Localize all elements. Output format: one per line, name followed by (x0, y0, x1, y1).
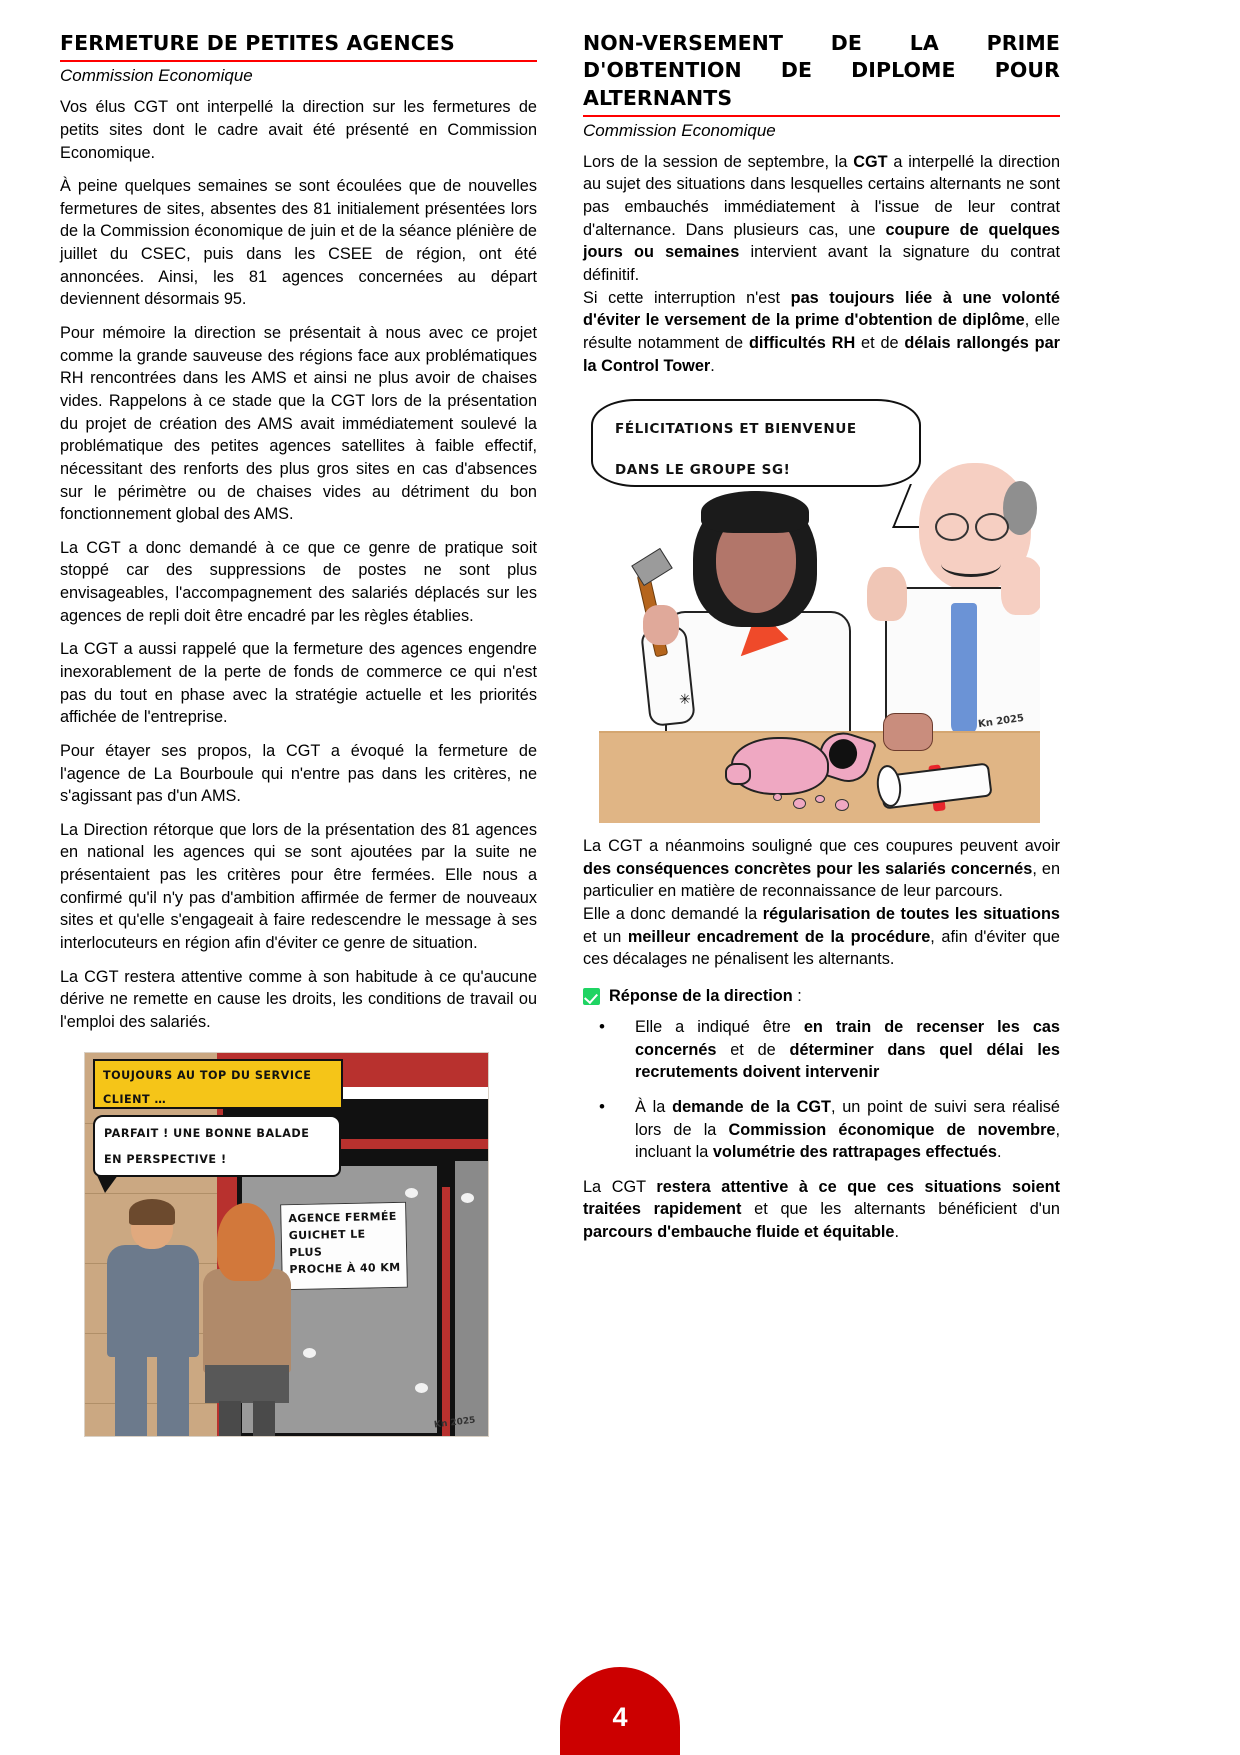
left-section-heading: FERMETURE DE PETITES AGENCES (60, 31, 455, 55)
rp3-c: , en particulier en matière de reconnaissance de leur parcours. (583, 859, 1060, 901)
left-paragraph-6: Pour étayer ses propos, la CGT a évoqué la fermeture de l'agence de La Bourboule qui n'entre pas dans les critères, ne s'agissant pas d'un AMS. (60, 741, 537, 806)
rp2-d: difficultés RH (748, 333, 856, 352)
right-heading-text: NON-VERSEMENT DE LA PRIME D'OBTENTION DE DIPLOME POUR ALTERNANTS (583, 31, 1060, 110)
right-section-subheading: Commission Economique (583, 120, 776, 140)
check-icon (583, 988, 600, 1005)
b2-e: , incluant la (635, 1120, 1061, 1162)
right-paragraph-4 (583, 903, 1060, 971)
cartoon1-closed-notice (280, 1201, 408, 1290)
right-closing-paragraph (583, 1176, 1060, 1244)
cartoon1-notice-line-2: GUICHET LE PLUS (288, 1227, 366, 1259)
cartoon1-person-man-leg-right (157, 1353, 189, 1437)
cartoon2-man-smile (941, 551, 1001, 577)
cartoon1-person-woman-leg-left (219, 1401, 241, 1437)
cartoon1-glass-glare (405, 1188, 418, 1198)
rp1-d: coupure de quelques jours ou semaines (583, 220, 1060, 262)
cartoon2-bubble-line-2: DANS LE GROUPE SG! (615, 462, 791, 479)
cartoon1-bubble-line-1: PARFAIT ! UNE BONNE BALADE (104, 1126, 310, 1140)
direction-response-header (583, 987, 1060, 1006)
response-label-colon: : (792, 987, 802, 1005)
left-paragraph-1: Vos élus CGT ont interpellé la direction sur les fermetures de petits sites dont le cadre avait été présenté en Commission Economique. (60, 98, 537, 162)
list-item (583, 1096, 1060, 1164)
rp3-b: des conséquences concrètes pour les salariés concernés (583, 859, 1033, 878)
left-paragraph-3: Pour mémoire la direction se présentait à nous avec ce projet comme la grande sauveuse des régions face aux problématiques RH rencontrées dans les AMS et ainsi ne plus avoir de chaises vides. Rappelons à ce stade que la CGT lors de la présentation du projet de création des AMS avait immédiatement soulevé la problématique des petites agences satellites à faible effectif, nécessitant des renforts des plus gros sites en cas d'absences sur le périmètre ou de chaises vides au détriment du bon fonctionnement global des AMS. (60, 324, 537, 524)
cartoon1-caption-box (93, 1059, 343, 1109)
cl-a: La CGT (583, 1177, 657, 1196)
cartoon-closed-agency (84, 1052, 489, 1437)
cl-b: restera attentive à ce que ces situations soient traitées rapidement (583, 1177, 1060, 1219)
rp2-b: pas toujours liée à une volonté d'éviter le versement de la prime d'obtention de diplôme (583, 288, 1060, 330)
page-footer (0, 1667, 1240, 1755)
rp4-c: et un (583, 927, 628, 946)
left-paragraph-5: La CGT a aussi rappelé que la fermeture des agences engendre inexorablement de la perte de fonds de commerce ce qui n'est pas du tout en phase avec la stratégie actuelle et les priorités affichée de l'entreprise. (60, 640, 537, 727)
right-paragraph-1 (583, 151, 1060, 287)
left-paragraph-2: À peine quelques semaines se sont écoulées que de nouvelles fermetures de sites, absentes des 81 initialement présentées lors de la Commission économique de juin et de la séance plénière de juillet du CSEC, puis dans les CSEE de région, ont été annoncées. Ainsi, les 81 agences concernées au départ deviennent désormais 95. (60, 177, 537, 309)
b1-c: et de (716, 1040, 790, 1059)
cartoon1-caption-line-2: CLIENT … (103, 1093, 167, 1107)
cartoon1-speech-bubble (93, 1115, 341, 1177)
cartoon2-artist-signature: Kn 2025 (977, 712, 1025, 731)
direction-response-label (609, 987, 802, 1006)
cartoon2-woman-hand-left (643, 605, 679, 645)
page-number-badge: 4 (560, 1667, 680, 1755)
rp3-a: La CGT a néanmoins souligné que ces coupures peuvent avoir (583, 837, 1060, 856)
cartoon1-glass-glare (415, 1383, 428, 1393)
b1-a: Elle a indiqué être (635, 1018, 804, 1036)
cl-d: parcours d'embauche fluide et équitable (583, 1223, 895, 1242)
b2-g: . (996, 1143, 1002, 1162)
cartoon2-piggybank-snout (725, 763, 751, 785)
left-paragraph-7: La Direction rétorque que lors de la présentation des 81 agences en national les agences qui se sont ajoutées par la suite ne présentaient pas les critères pour être fermées. Elle nous a confirmé qu'il n'y pas d'ambition affirmée de fermer de nouveaux sites et qu'elle s'engageait à faire redescendre le message à ses interlocuteurs en région afin d'éviter ce genre de situation. (60, 820, 537, 953)
rp2-g: . (710, 356, 715, 375)
direction-response-list (583, 1016, 1060, 1164)
rp2-e: et de (855, 333, 905, 352)
list-item (583, 1016, 1060, 1084)
cartoon2-fly-icon: ✳ (679, 691, 691, 708)
cartoon1-notice-line-3: PROCHE À 40 KM (289, 1260, 401, 1276)
rp4-b: régularisation de toutes les situations (762, 905, 1060, 924)
cartoon1-brick-line (85, 1193, 217, 1195)
cartoon1-artist-signature: Kn 2025 (433, 1415, 477, 1431)
cartoon1-person-man-hair (129, 1199, 175, 1225)
rp2-a: Si cette interruption n'est (583, 288, 791, 307)
cartoon2-speech-bubble (591, 399, 921, 487)
rp2-f: délais rallongés par la Control Tower (583, 333, 1060, 375)
cartoon1-person-man-leg-left (115, 1353, 147, 1437)
left-column (60, 30, 537, 1437)
right-heading-rule (583, 115, 1060, 117)
rp1-a: Lors de la session de septembre, la (583, 152, 854, 171)
right-column (583, 30, 1060, 1255)
rp4-d: meilleur encadrement de la procédure (627, 927, 931, 946)
cartoon1-person-man-body (107, 1245, 199, 1357)
rp1-c: a interpellé la direction au sujet des situations dans lesquelles certains alternants ne sont pas embauchés immédiatement à l'issue de leur contrat d'alternance. Dans plusieurs cas, une (583, 152, 1060, 239)
cartoon1-caption-line-1: TOUJOURS AU TOP DU SERVICE (103, 1068, 312, 1082)
cl-e: . (894, 1223, 900, 1242)
b1-b: en train de recenser les cas concernés (635, 1018, 1060, 1059)
cartoon2-man-fist (883, 713, 933, 751)
b2-a: À la (635, 1097, 673, 1116)
cartoon1-person-woman-leg-right (253, 1401, 275, 1437)
b2-f: volumétrie des rattrapages effectués (712, 1143, 997, 1162)
left-heading-rule (60, 60, 537, 62)
cartoon2-man-raised-hand (1001, 557, 1040, 615)
right-section-heading (583, 30, 1060, 115)
cartoon1-bubble-line-2: EN PERSPECTIVE ! (104, 1153, 227, 1167)
b2-d: Commission économique de novembre (728, 1120, 1056, 1139)
cartoon2-woman-fringe (701, 491, 809, 533)
cartoon2-man-glasses-right (975, 513, 1009, 541)
cartoon1-person-woman-skirt (205, 1365, 289, 1403)
cl-c: et que les alternants bénéficient d'un (741, 1200, 1060, 1219)
cartoon2-woman-hand-right (867, 567, 907, 621)
b2-c: , un point de suivi sera réalisé lors de la (635, 1097, 1060, 1139)
rp1-b: CGT (853, 152, 888, 171)
two-column-layout (60, 30, 1180, 1437)
cartoon1-glass-glare (461, 1193, 474, 1203)
right-paragraph-3 (583, 835, 1060, 903)
cartoon1-glass-glare (303, 1348, 316, 1358)
left-section-subheading: Commission Economique (60, 66, 253, 86)
left-paragraph-4: La CGT a donc demandé à ce que ce genre de pratique soit stoppé car des suppressions de postes ne sont plus envisageables, l'accompagnement des salariés déplacés sur les agences de repli doit être encadré par les règles établies. (60, 538, 537, 625)
cartoon1-brick-line (85, 1403, 217, 1405)
cartoon-welcome-piggybank (583, 391, 1040, 823)
right-paragraph-2 (583, 287, 1060, 378)
left-paragraph-8: La CGT restera attentive comme à son habitude à ce qu'aucune dérive ne remette en cause les droits, les conditions de travail ou l'emploi des salariés. (60, 967, 537, 1031)
cartoon1-person-woman-hair (217, 1203, 275, 1281)
cartoon2-man-tie (951, 603, 977, 735)
response-label-text: Réponse de la direction (609, 987, 793, 1005)
cartoon1-notice-line-1: AGENCE FERMÉE (288, 1209, 397, 1225)
cartoon1-person-woman-body (203, 1269, 291, 1373)
rp1-e: intervient avant la signature du contrat définitif. (583, 243, 1060, 284)
rp2-c: , elle résulte notamment de (583, 311, 1060, 352)
cartoon2-bubble-line-1: FÉLICITATIONS ET BIENVENUE (615, 421, 857, 438)
rp4-a: Elle a donc demandé la (583, 905, 763, 924)
rp4-e: , afin d'éviter que ces décalages ne pénalisent les alternants. (583, 927, 1060, 969)
b1-d: déterminer dans quel délai les recrutements doivent intervenir (635, 1040, 1060, 1082)
cartoon2-man-glasses-left (935, 513, 969, 541)
b2-b: demande de la CGT (672, 1097, 831, 1116)
